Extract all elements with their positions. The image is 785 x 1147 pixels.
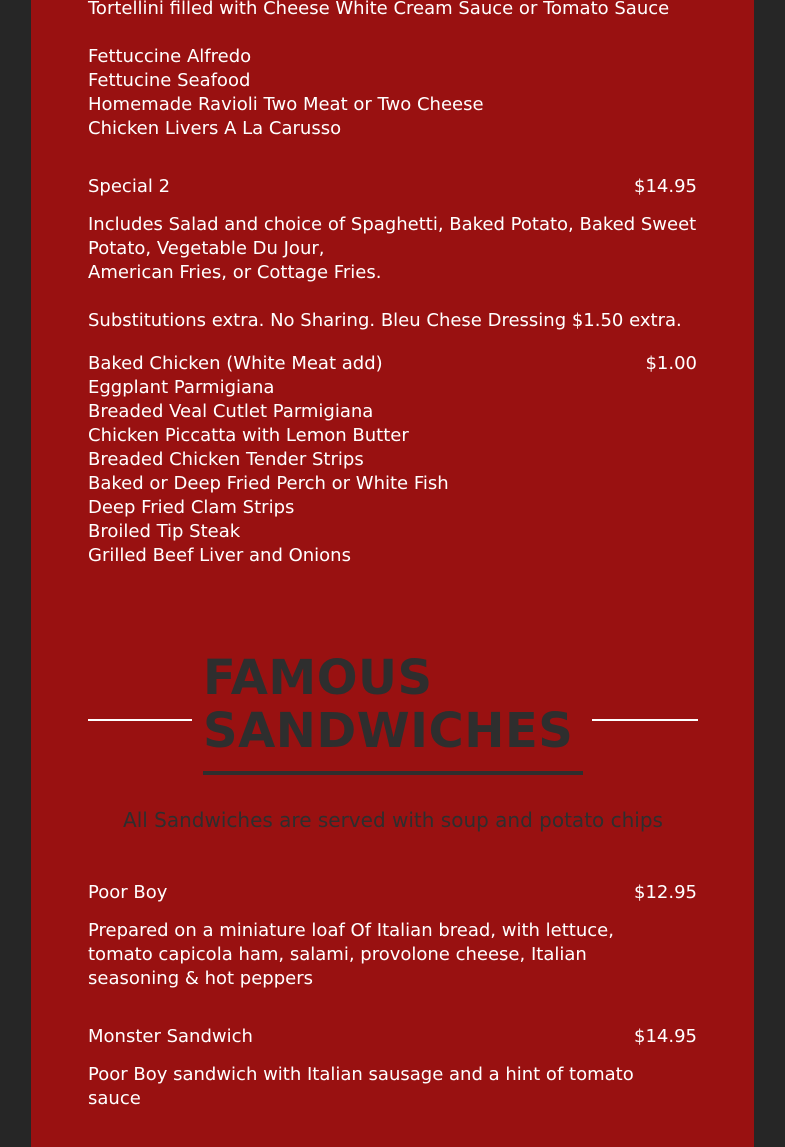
special-2-substitutions: Substitutions extra. No Sharing. Bleu Chese Dressing $1.50 extra. <box>88 310 682 331</box>
section-heading <box>203 652 573 758</box>
sandwich-name-poor-boy: Poor Boy <box>88 882 168 903</box>
menu-item: Fettuccine Alfredo <box>88 46 252 67</box>
menu-item: Chicken Livers A La Carusso <box>88 118 342 139</box>
menu-item: Baked or Deep Fried Perch or White Fish <box>88 473 449 494</box>
menu-item: Eggplant Parmigiana <box>88 377 275 398</box>
menu-item: Breaded Chicken Tender Strips <box>88 449 364 470</box>
menu-item: Breaded Veal Cutlet Parmigiana <box>88 401 374 422</box>
heading-underline <box>203 771 583 775</box>
heading-divider-left <box>88 719 192 721</box>
menu-item: Baked Chicken (White Meat add) <box>88 353 383 374</box>
sandwich-price-poor-boy: $12.95 <box>634 882 697 903</box>
sandwich-name-monster: Monster Sandwich <box>88 1026 253 1047</box>
sandwich-description-monster: Poor Boy sandwich with Italian sausage and a hint of tomato sauce <box>88 1064 634 1109</box>
special-2-includes: Includes Salad and choice of Spaghetti, Baked Potato, Baked Sweet Potato, Vegetable Du Jour, <box>88 214 697 259</box>
section-note: All Sandwiches are served with soup and potato chips <box>123 808 663 832</box>
menu-item: Fettucine Seafood <box>88 70 251 91</box>
sandwich-price-monster: $14.95 <box>634 1026 697 1047</box>
menu-item: Homemade Ravioli Two Meat or Two Cheese <box>88 94 484 115</box>
special-2-price: $14.95 <box>634 176 697 197</box>
menu-item-extra-price: $1.00 <box>645 353 697 374</box>
special-2-includes-cont: American Fries, or Cottage Fries. <box>88 262 382 283</box>
section-heading-line-1: FAMOUS <box>203 650 433 706</box>
sandwich-description-poor-boy: Prepared on a miniature loaf Of Italian bread, with lettuce, tomato capicola ham, salami, provolone cheese, Italian seasoning & hot peppers <box>88 920 614 989</box>
menu-item: Broiled Tip Steak <box>88 521 241 542</box>
special-2-title: Special 2 <box>88 176 171 197</box>
menu-item: Deep Fried Clam Strips <box>88 497 295 518</box>
heading-divider-right <box>592 719 698 721</box>
menu-item: Chicken Piccatta with Lemon Butter <box>88 425 409 446</box>
section-heading-line-2: SANDWICHES <box>203 703 574 759</box>
menu-item: Tortellini filled with Cheese White Cream Sauce or Tomato Sauce <box>88 0 670 19</box>
menu-item: Grilled Beef Liver and Onions <box>88 545 351 566</box>
